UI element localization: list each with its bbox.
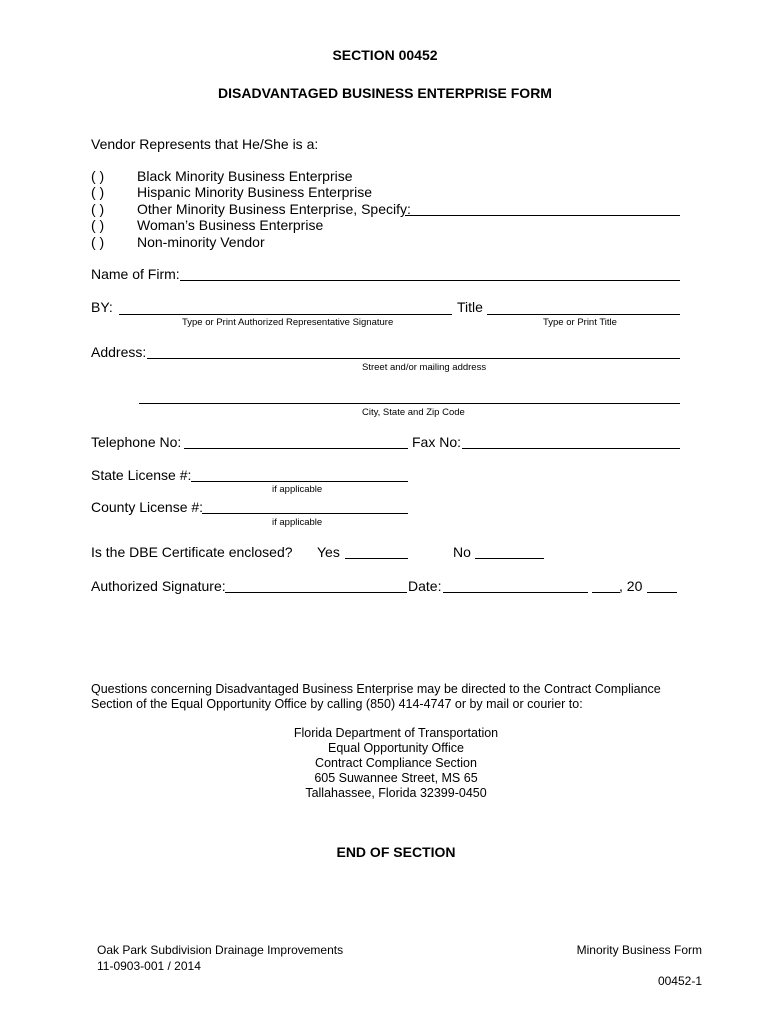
fax-field[interactable]	[462, 448, 680, 449]
mailing-address-block	[0, 726, 770, 801]
firm-name-field[interactable]	[180, 280, 680, 281]
option-label-womans-be: Woman’s Business Enterprise	[137, 217, 324, 233]
county-license-caption: if applicable	[272, 517, 323, 528]
county-license-field[interactable]	[202, 513, 408, 514]
address-line: 605 Suwannee Street, MS 65	[314, 771, 478, 785]
telephone-label: Telephone No:	[91, 434, 182, 450]
city-state-zip-field[interactable]	[139, 403, 680, 404]
title-label: Title	[457, 299, 483, 315]
by-label: BY:	[91, 299, 113, 315]
fax-label: Fax No:	[412, 434, 462, 450]
year-prefix: , 20	[619, 578, 643, 594]
option-label-non-minority: Non-minority Vendor	[137, 234, 265, 250]
footer-form-name: Minority Business Form	[576, 943, 702, 957]
title-field[interactable]	[487, 314, 680, 315]
address-line: Contract Compliance Section	[315, 756, 477, 770]
signature-field[interactable]	[119, 314, 452, 315]
checkbox-womans-be[interactable]: ( )	[91, 217, 105, 233]
title-caption: Type or Print Title	[543, 317, 617, 328]
form-title: DISADVANTAGED BUSINESS ENTERPRISE FORM	[218, 85, 552, 101]
authorized-signature-field[interactable]	[225, 592, 407, 593]
date-field[interactable]	[443, 592, 588, 593]
checkbox-black-mbe[interactable]: ( )	[91, 168, 105, 184]
address-label: Address:	[91, 344, 147, 360]
yes-field[interactable]	[345, 558, 408, 559]
address-line: Florida Department of Transportation	[293, 726, 499, 740]
address-line: Equal Opportunity Office	[328, 741, 464, 755]
year-field[interactable]	[647, 592, 677, 593]
county-license-label: County License #:	[91, 499, 204, 515]
state-license-caption: if applicable	[272, 484, 323, 495]
other-mbe-specify-field[interactable]	[405, 215, 680, 216]
telephone-field[interactable]	[184, 448, 408, 449]
footer-project-number: 11-0903-001 / 2014	[97, 959, 201, 973]
state-license-field[interactable]	[191, 481, 408, 482]
city-caption: City, State and Zip Code	[362, 407, 465, 418]
option-label-hispanic-mbe: Hispanic Minority Business Enterprise	[137, 184, 372, 200]
checkbox-hispanic-mbe[interactable]: ( )	[91, 184, 105, 200]
vendor-intro: Vendor Represents that He/She is a:	[91, 136, 319, 152]
yes-label: Yes	[317, 544, 340, 560]
state-license-label: State License #:	[91, 467, 192, 483]
footer-left	[97, 942, 343, 974]
option-label-other-mbe: Other Minority Business Enterprise, Specify:	[137, 201, 411, 217]
section-heading: SECTION 00452	[332, 47, 438, 63]
footer-project: Oak Park Subdivision Drainage Improvements	[97, 943, 344, 957]
street-address-field[interactable]	[147, 358, 680, 359]
footer-page-number: 00452-1	[657, 974, 702, 988]
end-of-section: END OF SECTION	[336, 844, 456, 860]
authorized-signature-label: Authorized Signature:	[91, 578, 226, 594]
date-label: Date:	[408, 578, 442, 594]
checkbox-other-mbe[interactable]: ( )	[91, 201, 105, 217]
firm-name-label: Name of Firm:	[91, 266, 180, 282]
checkbox-non-minority[interactable]: ( )	[91, 234, 105, 250]
no-label: No	[453, 544, 471, 560]
signature-caption: Type or Print Authorized Representative Signature	[182, 317, 394, 328]
no-field[interactable]	[475, 558, 544, 559]
dbe-certificate-question: Is the DBE Certificate enclosed?	[91, 544, 293, 560]
footer-right	[577, 942, 702, 958]
contact-paragraph: Questions concerning Disadvantaged Business Enterprise may be directed to the Contract Compliance Section of the Equal Opportunity Office by calling (850) 414-4747 or by mail or courier to:	[91, 682, 661, 711]
date-day-field[interactable]	[592, 592, 620, 593]
street-caption: Street and/or mailing address	[362, 362, 487, 373]
address-line: Tallahassee, Florida 32399-0450	[305, 786, 487, 800]
option-label-black-mbe: Black Minority Business Enterprise	[137, 168, 353, 184]
